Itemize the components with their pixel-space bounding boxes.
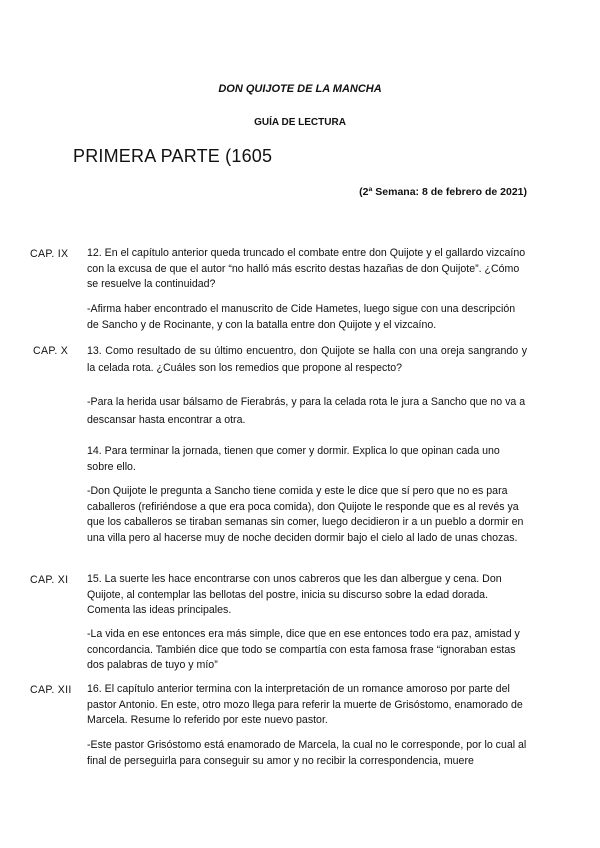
chapter-label-xii: CAP. XII (30, 684, 72, 696)
document-subtitle: GUÍA DE LECTURA (254, 117, 346, 128)
question-14: 14. Para terminar la jornada, tienen que comer y dormir. Explica lo que opinan cada uno sobre ello. (87, 445, 500, 473)
question-16: 16. El capítulo anterior termina con la interpretación de un romance amoroso por parte del pastor Antonio. En este, otro mozo llega para referir la muerte de Grisóstomo, enamorado de Marcela. Resume lo referido por este nuevo pastor. (87, 683, 523, 726)
week-date: (2ª Semana: 8 de febrero de 2021) (359, 186, 527, 198)
chapter-label-x: CAP. X (33, 345, 69, 357)
answer-13: -Para la herida usar bálsamo de Fierabrás, y para la celada rota le jura a Sancho que no va a descansar hasta encontrar a otra. (87, 396, 526, 426)
question-15: 15. La suerte les hace encontrarse con unos cabreros que les dan albergue y cena. Don Quijote, al contemplar las bellotas del postre, inicia su discurso sobre la edad dorada. Comenta las ideas principales. (87, 573, 502, 616)
document-title: DON QUIJOTE DE LA MANCHA (218, 83, 382, 95)
chapter-label-xi: CAP. XI (30, 574, 69, 586)
answer-15: -La vida en ese entonces era más simple, dice que en ese entonces todo era paz, amistad y concordancia. También dice que todo se compartía con esta famosa frase “ignoraban estas dos palabras de tuyo y mío” (87, 628, 520, 671)
answer-16: -Este pastor Grisóstomo está enamorado de Marcela, la cual no le corresponde, por lo cual al final de perseguirla para conseguir su amor y no recibir la correspondencia, muere (87, 739, 527, 767)
chapter-label-ix: CAP. IX (30, 248, 69, 260)
part-heading: PRIMERA PARTE (1605 (73, 146, 273, 166)
answer-14: -Don Quijote le pregunta a Sancho tiene comida y este le dice que sí pero que no es para caballeros (refiriéndose a que era poca comida), don Quijote le responde que es al revés ya que los caballeros se tiraban semanas sin comer, luego decidieron ir a un pueblo a dormir en una villa pero al hacerse muy de noche deciden dormir bajo el cielo al lado de unas chozas. (87, 485, 524, 544)
answer-12: -Afirma haber encontrado el manuscrito de Cide Hametes, luego sigue con una descripción de Sancho y de Rocinante, y con la batalla entre don Quijote y el vizcaíno. (87, 303, 516, 331)
question-13: 13. Como resultado de su último encuentro, don Quijote se halla con una oreja sangrando y la celada rota. ¿Cuáles son los remedios que propone al respecto? (87, 345, 527, 374)
question-12: 12. En el capítulo anterior queda truncado el combate entre don Quijote y el gallardo vizcaíno con la excusa de que el autor “no halló más escrito destas hazañas de don Quijote”. ¿Cómo se resuelve la continuidad? (87, 247, 526, 290)
